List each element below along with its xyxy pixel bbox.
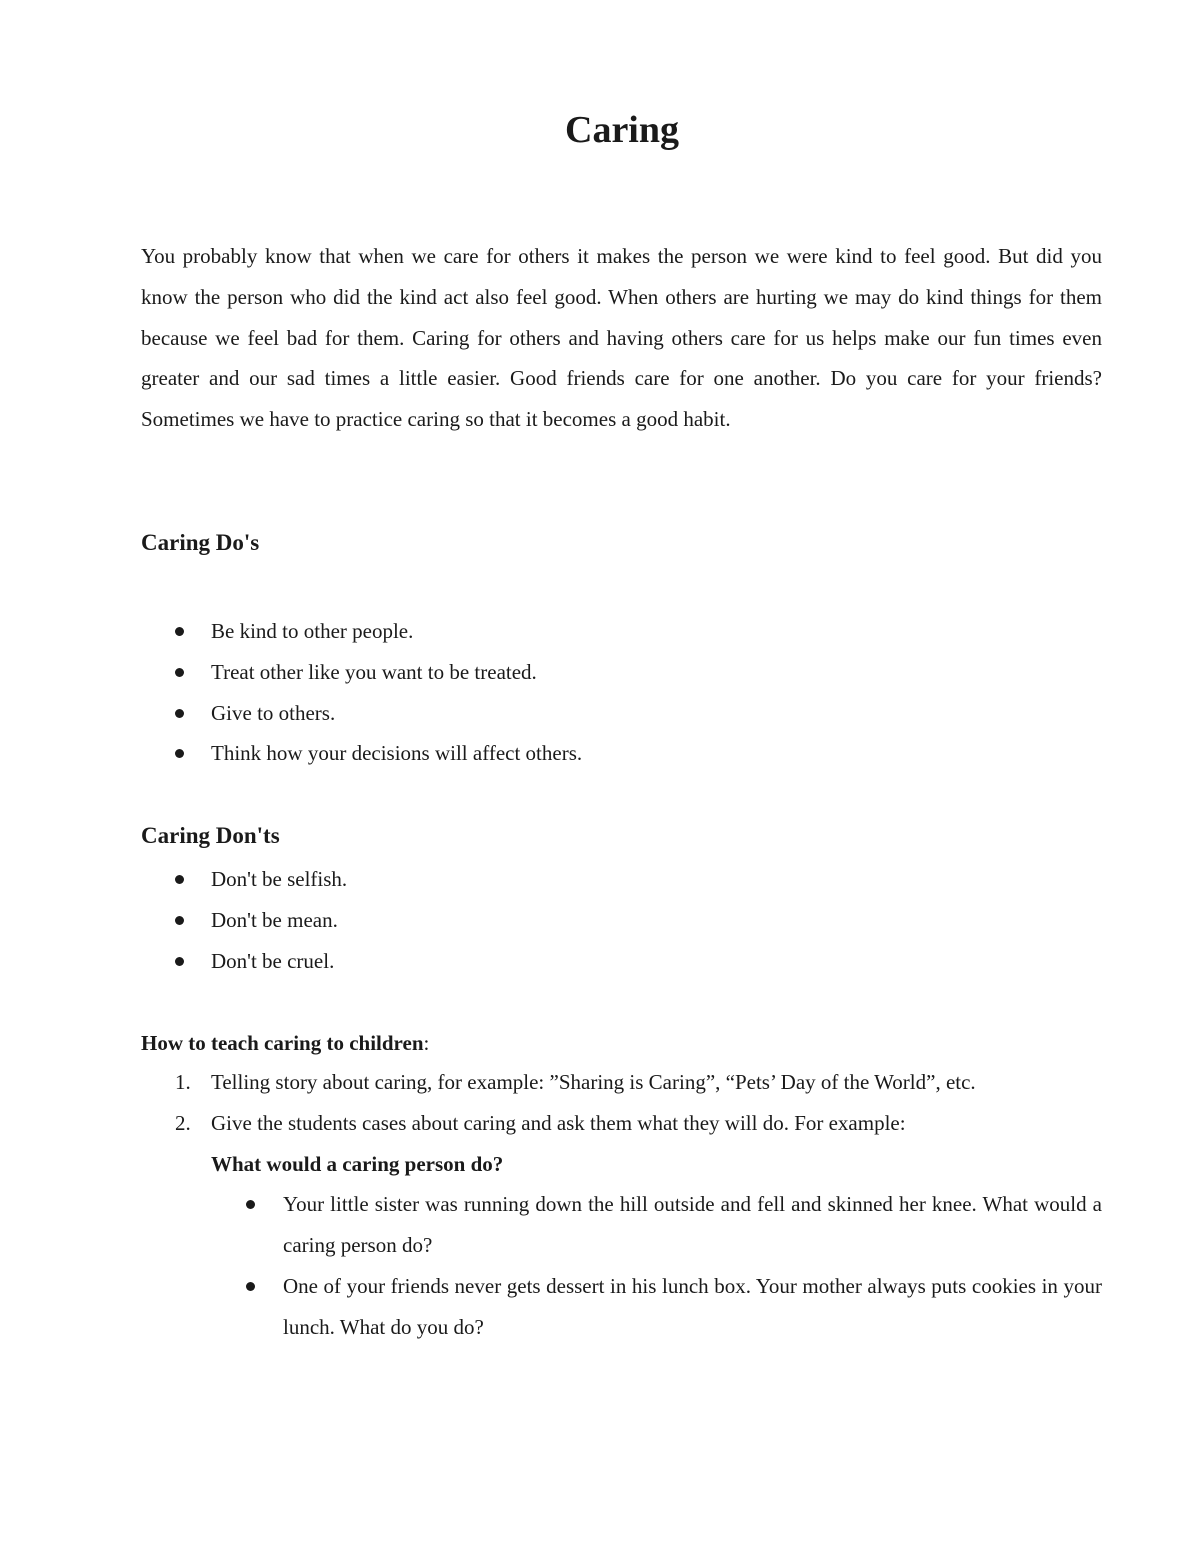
page-title: Caring xyxy=(565,109,679,151)
list-item-text: Treat other like you want to be treated. xyxy=(211,659,537,684)
item-number: 1. xyxy=(175,1070,191,1094)
caring-question: What would a caring person do? xyxy=(211,1151,504,1176)
case-text: One of your friends never gets dessert in his lunch box. Your mother always puts cookies in your lunch. What do you do? xyxy=(283,1273,1102,1339)
dos-heading: Caring Do's xyxy=(141,530,260,555)
bullet-icon xyxy=(175,627,184,636)
teach-heading-colon: : xyxy=(423,1031,430,1055)
list-item xyxy=(141,693,582,734)
numbered-item xyxy=(141,1062,1102,1103)
teach-heading-text: How to teach caring to children xyxy=(141,1031,424,1055)
item-number: 2. xyxy=(175,1110,191,1135)
list-item xyxy=(141,733,582,774)
case-text: Your little sister was running down the hill outside and fell and skinned her knee. What would a caring person do? xyxy=(283,1192,1102,1258)
list-item xyxy=(141,652,582,693)
list-item-text: Don't be mean. xyxy=(211,907,338,932)
bullet-icon xyxy=(175,709,184,718)
bullet-icon xyxy=(175,875,184,884)
donts-list xyxy=(141,859,347,981)
cases-list xyxy=(211,1184,1102,1347)
list-item xyxy=(141,611,582,652)
list-item xyxy=(141,941,347,982)
list-item xyxy=(141,859,347,900)
teach-heading xyxy=(141,1023,429,1064)
list-item-text: Be kind to other people. xyxy=(211,619,414,643)
bullet-icon xyxy=(246,1200,255,1209)
bullet-icon xyxy=(175,668,184,677)
list-item xyxy=(211,1266,1102,1348)
list-item-text: Think how your decisions will affect others. xyxy=(211,741,583,766)
donts-heading: Caring Don'ts xyxy=(141,823,280,848)
bullet-icon xyxy=(175,916,184,925)
list-item-text: Give to others. xyxy=(211,700,336,725)
numbered-item xyxy=(141,1103,1102,1348)
list-item-text: Don't be cruel. xyxy=(211,948,335,973)
list-item xyxy=(211,1184,1102,1266)
bullet-icon xyxy=(175,957,184,966)
numbered-item-text: Give the students cases about caring and ask them what they will do. For example: xyxy=(211,1110,906,1135)
teach-steps-list xyxy=(141,1062,1102,1348)
list-item xyxy=(141,900,347,941)
intro-paragraph: You probably know that when we care for others it makes the person we were kind to feel good. But did you know the person who did the kind act also feel good. When others are hurting we may do kind things for them because we feel bad for them. Caring for others and having others care for us helps make our fun times even greater and our sad times a little easier. Good friends care for one another. Do you care for your friends? Sometimes we have to practice caring so that it becomes a good habit. xyxy=(141,244,1102,432)
bullet-icon xyxy=(175,749,184,758)
dos-list xyxy=(141,611,582,774)
list-item-text: Don't be selfish. xyxy=(211,867,348,891)
bullet-icon xyxy=(246,1282,255,1291)
numbered-item-text: Telling story about caring, for example: ”Sharing is Caring”, “Pets’ Day of the World”, etc. xyxy=(211,1070,976,1094)
